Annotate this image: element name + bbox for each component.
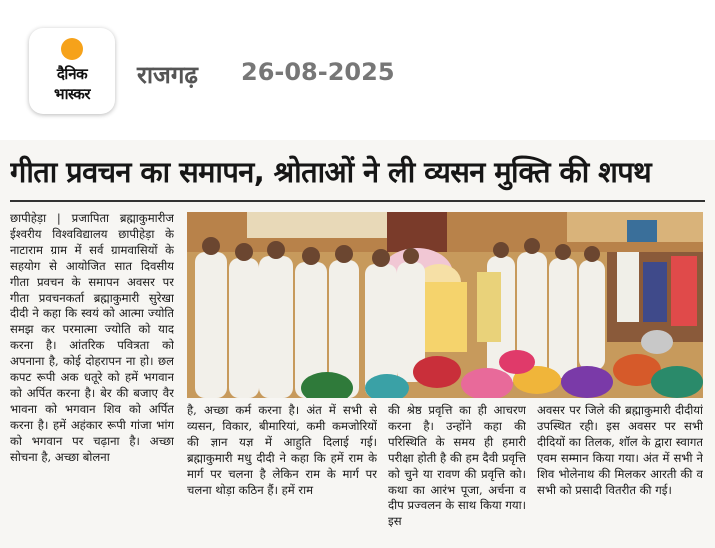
logo-text-line1: दैनिक	[56, 65, 88, 83]
header	[0, 0, 715, 140]
news-clipping	[0, 140, 715, 548]
publish-date: 26-08-2025	[241, 58, 395, 86]
article-column-1: छापीहेड़ा | प्रजापिता ब्रह्माकुमारीज ईश्वरीय विश्वविद्यालय छापीहेड़ा के नाटाराम ग्राम में सर्व ग्रामवासियों के सहयोग से आयोजित सात दिवसीय गीता प्रवचन के समापन अवसर पर गीता प्रवचनकर्ता ब्रह्माकुमारी सुरेखा दीदी ने कहा कि स्वयं को आत्मा ज्योति समझ कर परमात्मा ज्योति को याद करना है। आंतरिक पवित्रता को अपनाना है, कोई दोहरापन ना हो। छल कपट रूपी अक धतूरे को हमें भगवान को अर्पित करना है। बेर की बजाए वैर भावना को भगवान शिव को अर्पित करना है। हमें अहंकार रूपी गांजा भांग को भगवान पर चढ़ाना है। अच्छा सोचना है, अच्छा बोलना	[10, 211, 174, 464]
headline-divider	[10, 200, 705, 202]
event-photo	[187, 212, 703, 398]
article-column-2: है, अच्छा कर्म करना है। अंत में सभी से व्यसन, विकार, बीमारियां, कमी कमजोरियों की ज्ञान यज्ञ में आहुति दिलाई गई। ब्रह्माकुमारी मधु दीदी ने कहा कि हमें राम के मार्ग पर चलना है लेकिन राम के मार्ग पर चलना थोड़ा कठिन हैं। हमें राम	[187, 403, 377, 497]
sun-icon	[61, 38, 83, 60]
city-name: राजगढ़	[137, 61, 198, 89]
article-column-4: अवसर पर जिले की ब्रह्माकुमारी दीदीयां उपस्थित रही। इस अवसर पर सभी दीदियों का तिलक, शॉल के द्वारा स्वागत एवम सम्मान किया गया। अंत में सभी ने शिव भोलेनाथ की मिलकर आरती की व सभी को प्रसादी वितरीत की गई।	[537, 403, 703, 497]
article-column-3: की श्रेष्ठ प्रवृत्ति का ही आचरण करना है। उन्होंने कहा की परिस्थिति के समय ही हमारी परीक्षा होती है की हम दैवी प्रवृत्ति को चुने या रावण की प्रवृत्ति को। कथा का आरंभ पूजा, अर्चना व दीप प्रज्वलन के साथ किया गया। इस	[388, 403, 526, 529]
dainik-bhaskar-logo[interactable]	[29, 28, 115, 114]
logo-text-line2: भास्कर	[54, 85, 90, 103]
article-headline: गीता प्रवचन का समापन, श्रोताओं ने ली व्यसन मुक्ति की शपथ	[10, 155, 652, 189]
